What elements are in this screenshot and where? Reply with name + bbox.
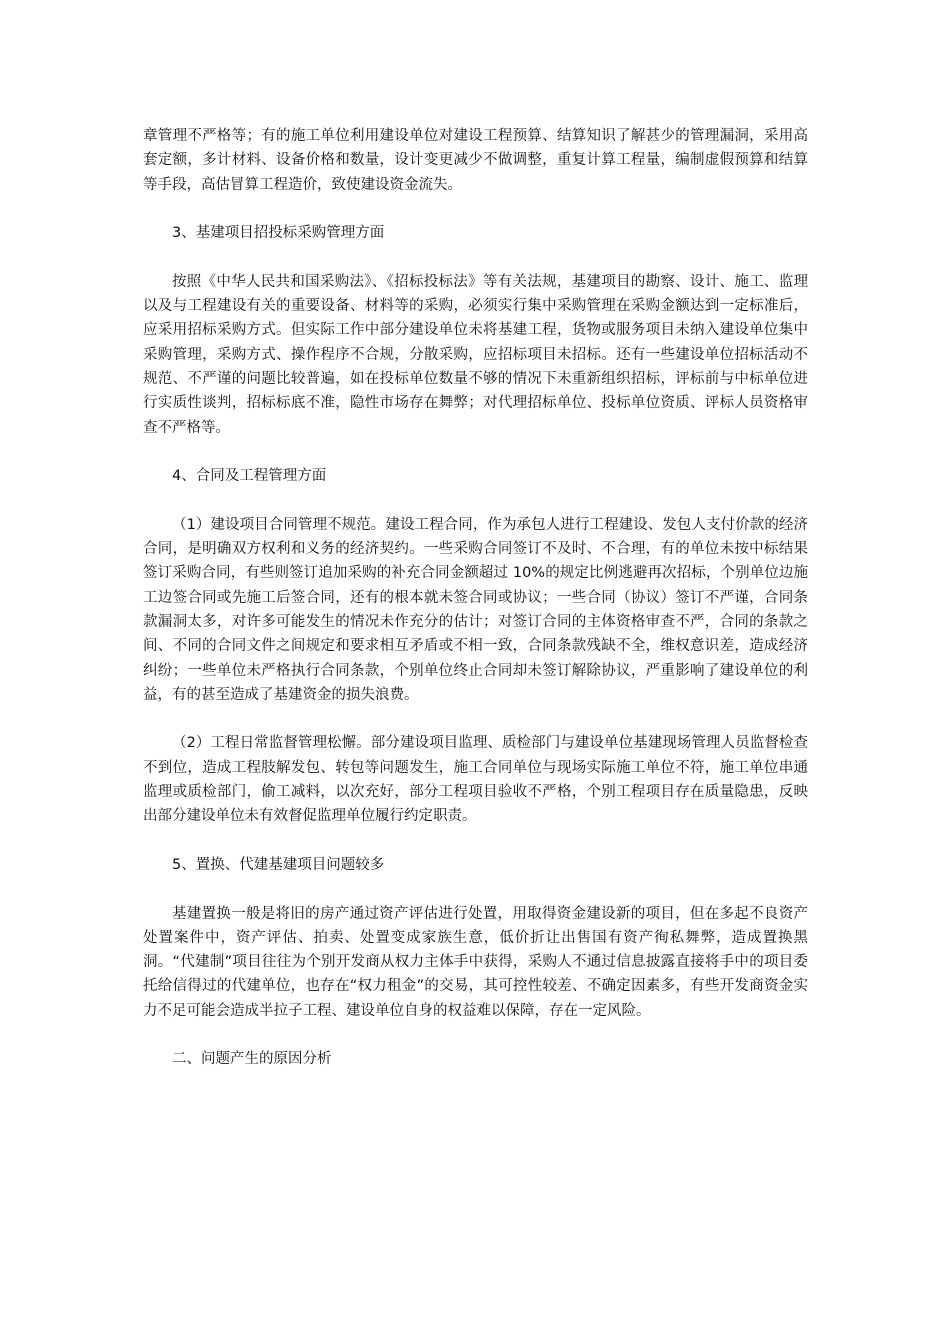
paragraph-replacement-agency: 基建置换一般是将旧的房产通过资产评估进行处置，用取得资金建设新的项目，但在多起不良资产处置案件中，资产评估、拍卖、处置变成家族生意，低价折让出售国有资产徇私舞弊，造成置换黑洞。“代建制”项目往往为个别开发商从权力主体手中获得，采购人不通过信息披露直接将手中的项目委托给信得过的代建单位，也存在“权力租金”的交易，其可控性较差、不确定因素多，有些开发商资金实力不足可能会造成半拉子工程、建设单位自身的权益难以保障，存在一定风险。 (143, 905, 808, 1019)
heading-contract-engineering: 4、合同及工程管理方面 (172, 468, 327, 485)
heading-replacement-agency: 5、置换、代建基建项目问题较多 (172, 856, 385, 873)
paragraph-supervision: （2）工程日常监督管理松懈。部分建设项目监理、质检部门与建设单位基建现场管理人员监督检查不到位，造成工程肢解发包、转包等问题发生，施工合同单位与现场实际施工单位不符，施工单位串通监理或质检部门，偷工减料，以次充好，部分工程项目验收不严格，个别工程项目存在质量隐患，反映出部分建设单位未有效督促监理单位履行约定职责。 (143, 735, 808, 825)
paragraph-contract-audit-continuation: 章管理不严格等；有的施工单位利用建设单位对建设工程预算、结算知识了解甚少的管理漏洞，采用高套定额，多计材料、设备价格和数量，设计变更减少不做调整，重复计算工程量，编制虚假预算和结算等手段，高估冒算工程造价，致使建设资金流失。 (143, 128, 808, 193)
paragraph-bidding-procurement: 按照《中华人民共和国采购法》、《招标投标法》等有关法规，基建项目的勘察、设计、施工、监理以及与工程建设有关的重要设备、材料等的采购，必须实行集中采购管理在采购金额达到一定标准后，应采用招标采购方式。但实际工作中部分建设单位未将基建工程，货物或服务项目未纳入建设单位集中采购管理，采购方式、操作程序不合规，分散采购，应招标项目未招标。还有一些建设单位招标活动不规范、不严谨的问题比较普遍，如在投标单位数量不够的情况下未重新组织招标，评标前与中标单位进行实质性谈判，招标标底不准，隐性市场存在舞弊；对代理招标单位、投标单位资质、评标人员资格审查不严格等。 (143, 273, 808, 436)
heading-cause-analysis: 二、问题产生的原因分析 (172, 1051, 332, 1068)
document-page (143, 124, 808, 1096)
paragraph-contract-management: （1）建设项目合同管理不规范。建设工程合同，作为承包人进行工程建设、发包人支付价款的经济合同，是明确双方权利和义务的经济契约。一些采购合同签订不及时、不合理，有的单位未按中标结果签订采购合同，有些则签订追加采购的补充合同金额超过 10%的规定比例逃避再次招标，个别单位边施工边签合同或先施工后签合同，还有的根本就未签合同或协议；一些合同（协议）签订不严谨，合同条款漏洞太多，对许多可能发生的情况未作充分的估计；对签订合同的主体资格审查不严，合同的条款之间、不同的合同文件之间规定和要求相互矛盾或不相一致，合同条款残缺不全，维权意识差，造成经济纠纷；一些单位未严格执行合同条款，个别单位终止合同却未签订解除协议，严重影响了建设单位的利益，有的甚至造成了基建资金的损失浪费。 (143, 516, 808, 703)
heading-bidding-procurement: 3、基建项目招投标采购管理方面 (172, 225, 385, 242)
